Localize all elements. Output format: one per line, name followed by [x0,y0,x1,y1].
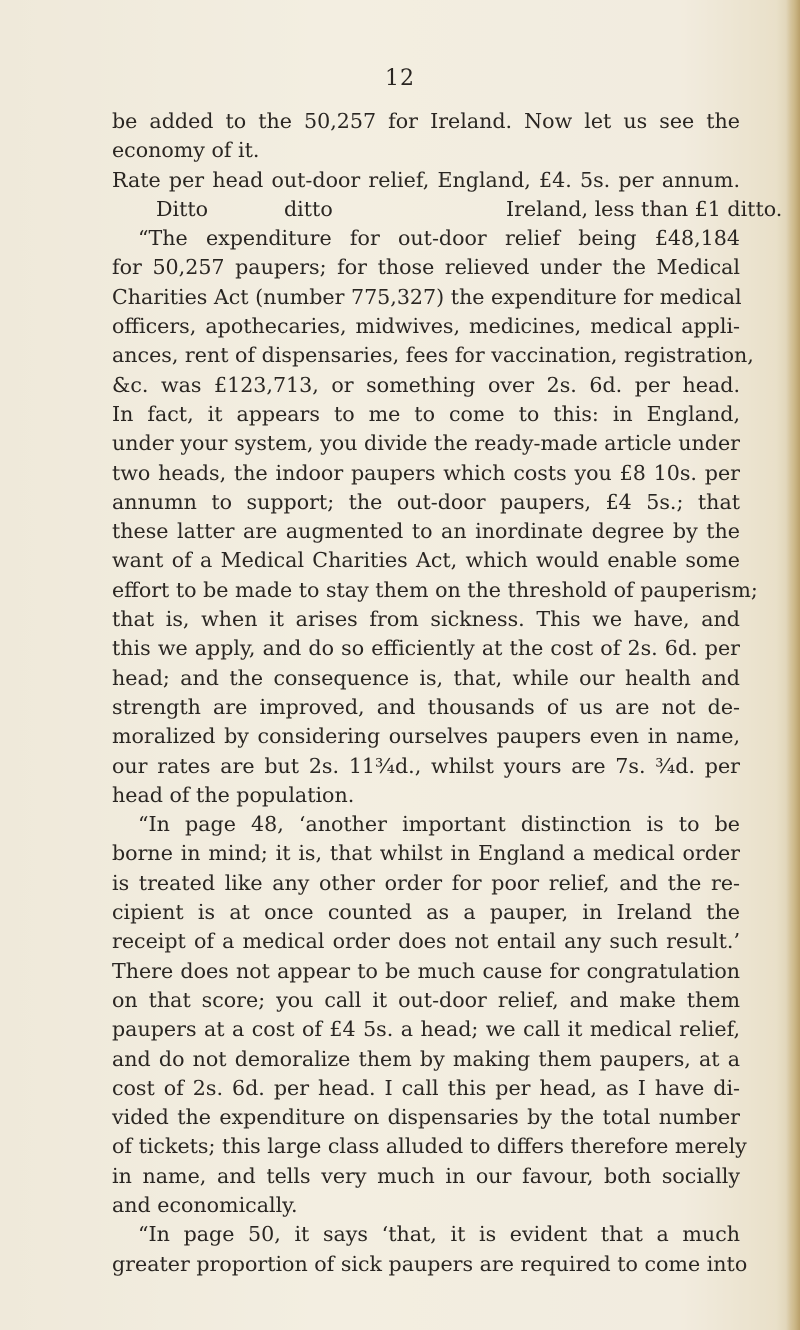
text-line: our rates are but 2s. 11¾d., whilst yours are 7s. ¾d. per [112,753,740,778]
ditto-word: ditto [284,196,333,221]
text-line: There does not appear to be much cause for congratulation [112,958,740,983]
text-line: want of a Medical Charities Act, which would enable some [112,548,740,573]
text-line: In fact, it appears to me to come to this: in England, [112,401,740,426]
text-line: and economically. [112,1192,298,1217]
text-line: for 50,257 paupers; for those relieved under the Medical [112,255,740,280]
body-text [112,107,783,1279]
text-line: this we apply, and do so efficiently at the cost of 2s. 6d. per [112,636,740,661]
page-number: 12 [385,66,415,91]
text-line: is treated like any other order for poor relief, and the re- [112,870,740,895]
text-line: greater proportion of sick paupers are required to come into [112,1251,748,1276]
text-line: paupers at a cost of £4 5s. a head; we call it medical relief, [112,1017,740,1042]
text-line: moralized by considering ourselves paupers even in name, [112,724,740,749]
text-line: strength are improved, and thousands of us are not de- [112,694,740,719]
text-line: under your system, you divide the ready-made article under [112,431,740,456]
text-line: borne in mind; it is, that whilst in England a medical order [112,841,740,866]
text-line: of tickets; this large class alluded to differs therefore merely [112,1134,747,1159]
ditto-word: Ditto [156,196,209,221]
text-line: vided the expenditure on dispensaries by the total number [112,1105,740,1130]
text-line: “In page 50, it says ‘that, it is evident that a much [138,1222,740,1247]
ditto-rest: Ireland, less than £1 ditto. [506,196,783,221]
text-line: these latter are augmented to an inordinate degree by the [112,519,740,544]
text-line: &c. was £123,713, or something over 2s. 6d. per head. [112,372,740,397]
text-line: annumn to support; the out-door paupers, £4 5s.; that [112,489,740,514]
text-line: that is, when it arises from sickness. This we have, and [112,607,740,632]
text-line: two heads, the indoor paupers which costs you £8 10s. per [112,460,740,485]
text-line: Rate per head out-door relief, England, £4. 5s. per annum. [112,167,740,192]
text-line: on that score; you call it out-door relief, and make them [112,987,740,1012]
text-line: ances, rent of dispensaries, fees for vaccination, registration, [112,343,754,368]
text-line: “The expenditure for out-door relief being £48,184 [138,226,740,251]
ditto-line [112,195,783,224]
text-line: Charities Act (number 775,327) the expenditure for medical [112,284,742,309]
text-line: head; and the consequence is, that, while our health and [112,665,740,690]
text-line: cost of 2s. 6d. per head. I call this per head, as I have di- [112,1075,740,1100]
page-edge [786,0,800,1330]
text-line: “In page 48, ‘another important distinction is to be [138,812,740,837]
text-line: cipient is at once counted as a pauper, in Ireland the [112,900,740,925]
text-line: effort to be made to stay them on the threshold of pauperism; [112,577,758,602]
text-line: officers, apothecaries, midwives, medicines, medical appli- [112,314,740,339]
text-line: head of the population. [112,782,355,807]
text-line: in name, and tells very much in our favour, both socially [112,1163,740,1188]
text-line: receipt of a medical order does not entail any such result.’ [112,929,740,954]
text-line: and do not demoralize them by making them paupers, at a [112,1046,740,1071]
text-line: be added to the 50,257 for Ireland. Now let us see the [112,109,740,133]
text-line: economy of it. [112,138,260,163]
